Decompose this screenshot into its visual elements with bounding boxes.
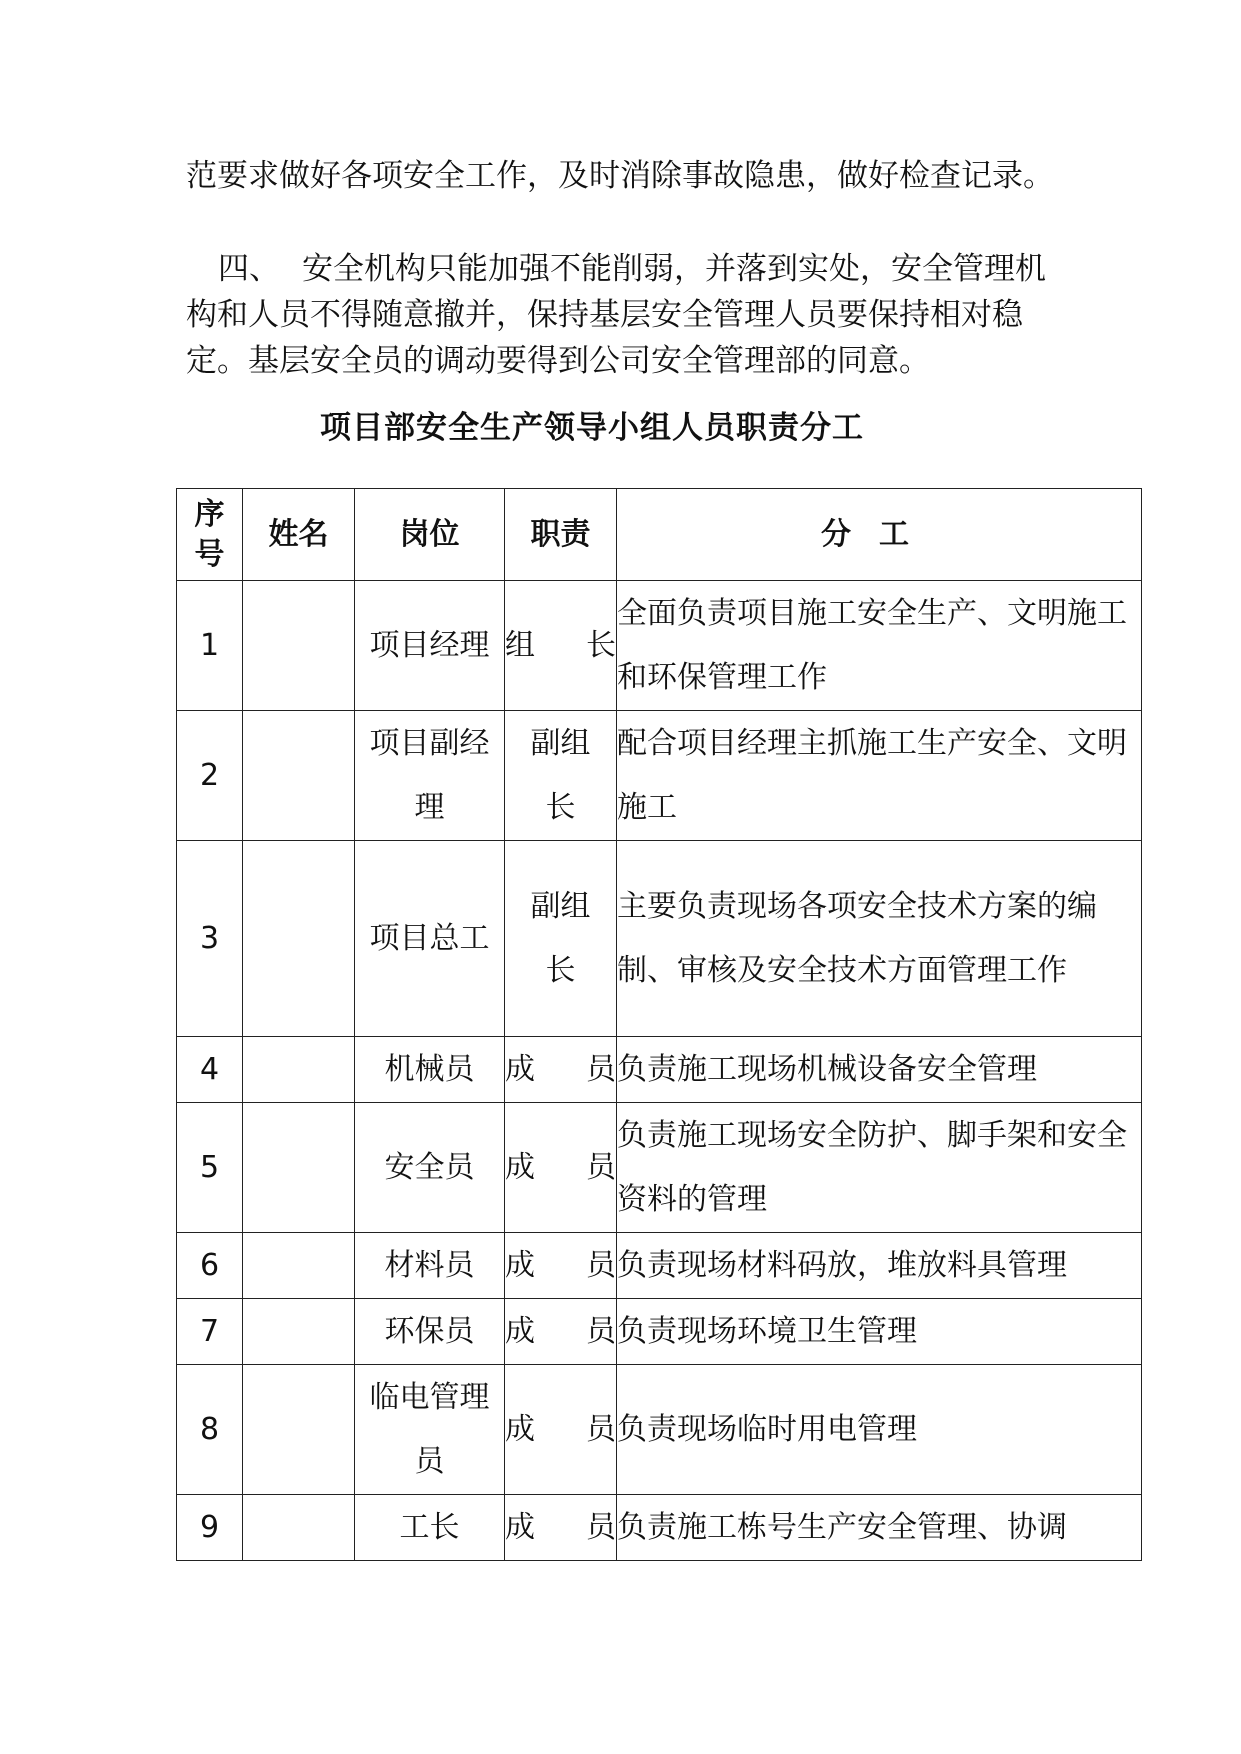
table-row: [177, 1233, 1142, 1299]
paragraph-item-four: [186, 246, 1066, 384]
cell-duty: 副组长: [505, 711, 617, 841]
cell-no: 6: [177, 1233, 243, 1299]
cell-work: 负责现场环境卫生管理: [617, 1299, 1142, 1365]
cell-work: 配合项目经理主抓施工生产安全、文明施工: [617, 711, 1142, 841]
table-row: [177, 581, 1142, 711]
table-row: [177, 1365, 1142, 1495]
cell-name: [243, 841, 355, 1037]
cell-post: 工长: [355, 1495, 505, 1561]
cell-name: [243, 1299, 355, 1365]
cell-name: [243, 1037, 355, 1103]
header-row: [177, 489, 1142, 581]
cell-duty: 副组长: [505, 841, 617, 1037]
cell-name: [243, 581, 355, 711]
table-title: 项目部安全生产领导小组人员职责分工: [320, 410, 864, 446]
cell-post: 环保员: [355, 1299, 505, 1365]
cell-post: 安全员: [355, 1103, 505, 1233]
header-work: 分工: [617, 489, 1142, 581]
table-row: [177, 1495, 1142, 1561]
table-row: [177, 711, 1142, 841]
cell-no: 7: [177, 1299, 243, 1365]
cell-no: 5: [177, 1103, 243, 1233]
cell-work: 主要负责现场各项安全技术方案的编制、审核及安全技术方面管理工作: [617, 841, 1142, 1037]
cell-no: 2: [177, 711, 243, 841]
cell-no: 3: [177, 841, 243, 1037]
cell-duty: 成员: [505, 1495, 617, 1561]
cell-name: [243, 1495, 355, 1561]
cell-post: 机械员: [355, 1037, 505, 1103]
cell-work: 全面负责项目施工安全生产、文明施工和环保管理工作: [617, 581, 1142, 711]
cell-no: 4: [177, 1037, 243, 1103]
header-no: 序号: [177, 489, 243, 581]
header-name: 姓名: [243, 489, 355, 581]
paragraph-item-number: 四、: [218, 251, 280, 287]
cell-duty: 成员: [505, 1299, 617, 1365]
cell-name: [243, 711, 355, 841]
header-post: 岗位: [355, 489, 505, 581]
paragraph-item-text: 安全机构只能加强不能削弱，并落到实处，安全管理机构和人员不得随意撤并，保持基层安全管理人员要保持相对稳定。基层安全员的调动要得到公司安全管理部的同意。: [186, 251, 1046, 379]
cell-post: 材料员: [355, 1233, 505, 1299]
duty-table: [176, 488, 1142, 1561]
cell-work: 负责施工现场机械设备安全管理: [617, 1037, 1142, 1103]
table-row: [177, 1037, 1142, 1103]
header-duty: 职责: [505, 489, 617, 581]
cell-name: [243, 1103, 355, 1233]
cell-post: 项目经理: [355, 581, 505, 711]
table-row: [177, 841, 1142, 1037]
cell-work: 负责施工现场安全防护、脚手架和安全资料的管理: [617, 1103, 1142, 1233]
cell-post: 项目副经理: [355, 711, 505, 841]
cell-work: 负责施工栋号生产安全管理、协调: [617, 1495, 1142, 1561]
cell-work: 负责现场材料码放，堆放料具管理: [617, 1233, 1142, 1299]
cell-name: [243, 1233, 355, 1299]
cell-work: 负责现场临时用电管理: [617, 1365, 1142, 1495]
cell-no: 1: [177, 581, 243, 711]
cell-duty: 组长: [505, 581, 617, 711]
cell-post: 项目总工: [355, 841, 505, 1037]
cell-name: [243, 1365, 355, 1495]
paragraph-continuation: 范要求做好各项安全工作，及时消除事故隐患，做好检查记录。: [186, 158, 1054, 194]
cell-no: 8: [177, 1365, 243, 1495]
cell-duty: 成员: [505, 1037, 617, 1103]
cell-duty: 成员: [505, 1233, 617, 1299]
cell-no: 9: [177, 1495, 243, 1561]
cell-duty: 成员: [505, 1365, 617, 1495]
table-row: [177, 1103, 1142, 1233]
cell-post: 临电管理员: [355, 1365, 505, 1495]
cell-duty: 成员: [505, 1103, 617, 1233]
table-row: [177, 1299, 1142, 1365]
